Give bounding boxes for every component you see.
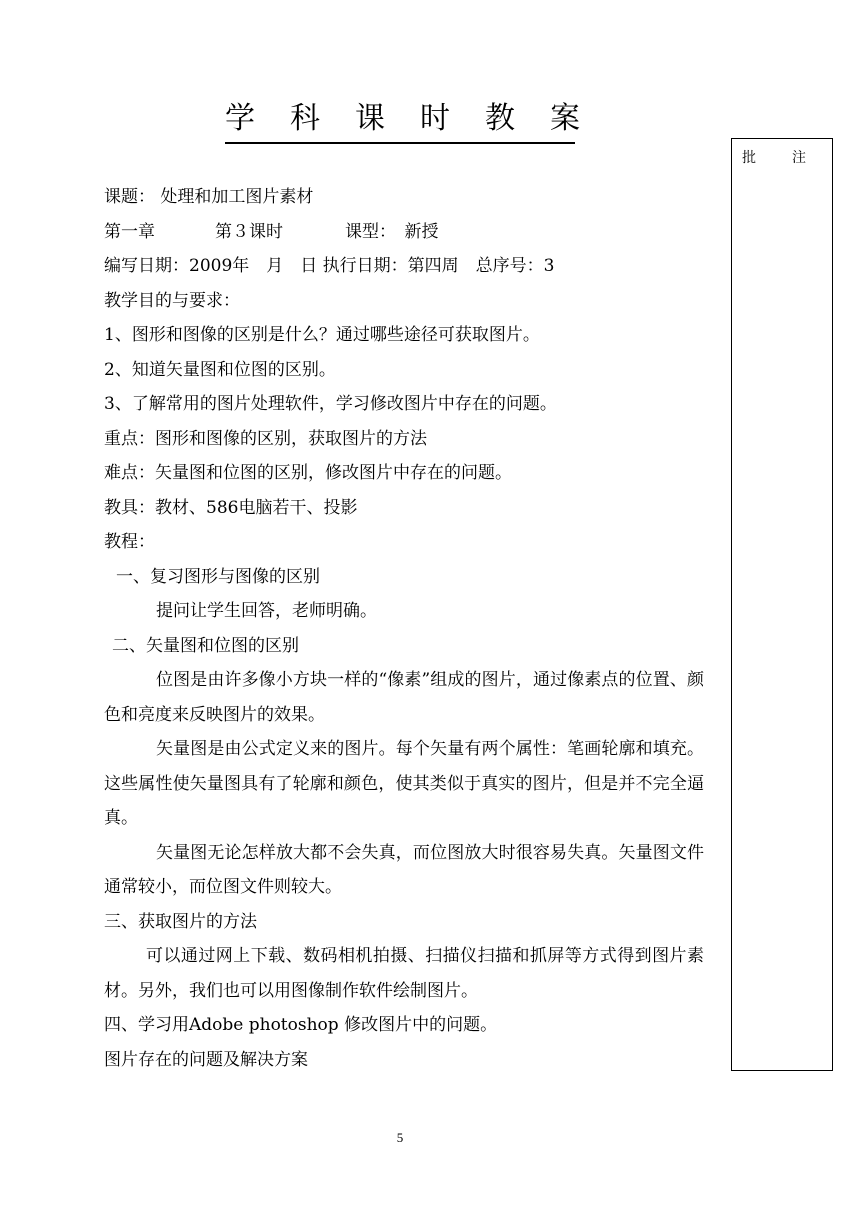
key-point: 重点：图形和图像的区别，获取图片的方法 <box>104 428 427 449</box>
section-heading: 三、获取图片的方法 <box>104 911 257 932</box>
difficulty: 难点：矢量图和位图的区别，修改图片中存在的问题。 <box>104 463 512 483</box>
objective-item: 1、图形和图像的区别是什么？通过哪些途径可获取图片。 <box>104 325 540 345</box>
page-number: 5 <box>396 1130 404 1145</box>
lesson-number: 第３课时 <box>215 221 283 242</box>
objective-item: 3、了解常用的图片处理软件，学习修改图片中存在的问题。 <box>104 394 557 414</box>
page-title: 学科课时教案 <box>225 100 575 144</box>
paragraph: 矢量图是由公式定义来的图片。每个矢量有两个属性：笔画轮廓和填充。这些属性使矢量图具有了轮廓和颜色，使其类似于真实的图片，但是并不完全逼真。 <box>104 739 704 828</box>
objectives-heading: 教学目的与要求： <box>104 290 240 311</box>
lesson-type: 课型： 新授 <box>345 221 439 242</box>
paragraph: 可以通过网上下载、数码相机拍摄、扫描仪扫描和抓屏等方式得到图片素材。另外，我们也可以用图像制作软件绘制图片。 <box>104 946 704 1001</box>
paragraph: 位图是由许多像小方块一样的“像素”组成的图片，通过像素点的位置、颜色和亮度来反映图片的效果。 <box>104 670 704 725</box>
topic-line: 课题： 处理和加工图片素材 <box>104 187 314 207</box>
section-subheading: 图片存在的问题及解决方案 <box>104 1049 308 1070</box>
section-heading: 一、复习图形与图像的区别 <box>116 566 320 587</box>
section-heading: 二、矢量图和位图的区别 <box>112 635 299 656</box>
tools: 教具：教材、586电脑若干、投影 <box>104 497 358 518</box>
process-heading: 教程： <box>104 532 155 552</box>
lesson-body <box>104 180 704 1077</box>
chapter: 第一章 <box>104 221 155 242</box>
paragraph: 矢量图无论怎样放大都不会失真，而位图放大时很容易失真。矢量图文件通常较小，而位图文件则较大。 <box>104 842 704 897</box>
annotation-label: 批注 <box>742 150 842 166</box>
dates-line: 编写日期：2009年 月 日 执行日期：第四周 总序号：3 <box>104 256 555 276</box>
chapter-line <box>104 215 704 250</box>
annotation-box <box>731 138 842 1071</box>
objective-item: 2、知道矢量图和位图的区别。 <box>104 359 336 380</box>
section-heading: 四、学习用Adobe photoshop 修改图片中的问题。 <box>104 1015 498 1035</box>
section-text: 提问让学生回答，老师明确。 <box>156 601 377 621</box>
